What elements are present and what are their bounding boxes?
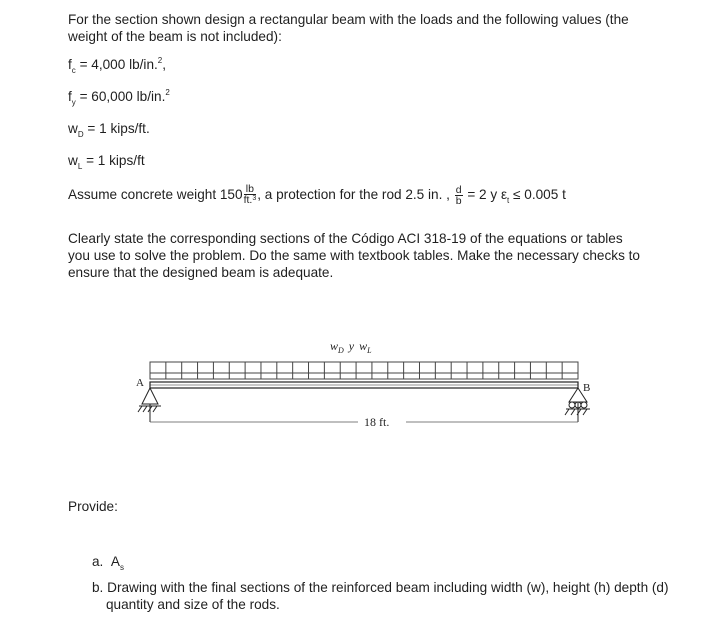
ratio-fraction: $\frac{d}{b}$ — [455, 184, 462, 207]
span-label: 18 ft. — [364, 415, 390, 429]
instructions-line-1: Clearly state the corresponding sections of the Código ACI 318-19 of the equations or tables — [68, 231, 623, 246]
provide-b-line-1: Drawing with the final sections of the reinforced beam including width (w), height (h) depth (d) — [107, 580, 669, 595]
value-fc: $f_c = 4,000$ lb/in.$^2$, — [68, 56, 167, 75]
value-wl: $w_L = 1$ kips/ft — [68, 153, 145, 171]
instructions-line-2: you use to solve the problem. Do the same with textbook tables. Make the necessary checks to — [68, 248, 640, 263]
value-fy: $f_y = 60,000$ lb/in.$^2$ — [68, 88, 170, 107]
load-label: $w_D$ y $w_L$ — [330, 339, 372, 355]
span-dimension — [150, 415, 578, 429]
intro-line-2: weight of the beam is not included): — [68, 29, 282, 44]
intro-line-1: For the section shown design a rectangular beam with the loads and the following values (the — [68, 12, 629, 27]
assumptions-line: Assume concrete weight 150 $\frac{lb}{ft.^3}$ , a protection for the rod 2.5 in. , $\frac{d}{b}$ = 2 y $\varepsilon_t \le 0.005$ t — [68, 183, 566, 207]
provide-item-a: a. $A_s$ — [92, 554, 124, 572]
value-wd: $w_D = 1$ kips/ft. — [68, 121, 150, 139]
distributed-load — [150, 362, 578, 379]
pin-support-icon — [138, 388, 161, 422]
support-a-label: A — [136, 377, 144, 389]
provide-item-b: b. Drawing with the final sections of the reinforced beam including width (w), height (h) depth (d) quantity and size of the rods. — [92, 579, 702, 613]
intro-paragraph — [68, 11, 668, 45]
provide-b-line-2: quantity and size of the rods. — [106, 597, 280, 612]
instructions-paragraph — [68, 230, 680, 281]
unit-fraction: $\frac{lb}{ft.^3}$ — [243, 183, 257, 206]
support-b-label: B — [583, 382, 591, 394]
provide-label: Provide: — [68, 499, 118, 514]
instructions-line-3: ensure that the designed beam is adequate. — [68, 265, 334, 280]
beam-diagram — [120, 330, 610, 440]
